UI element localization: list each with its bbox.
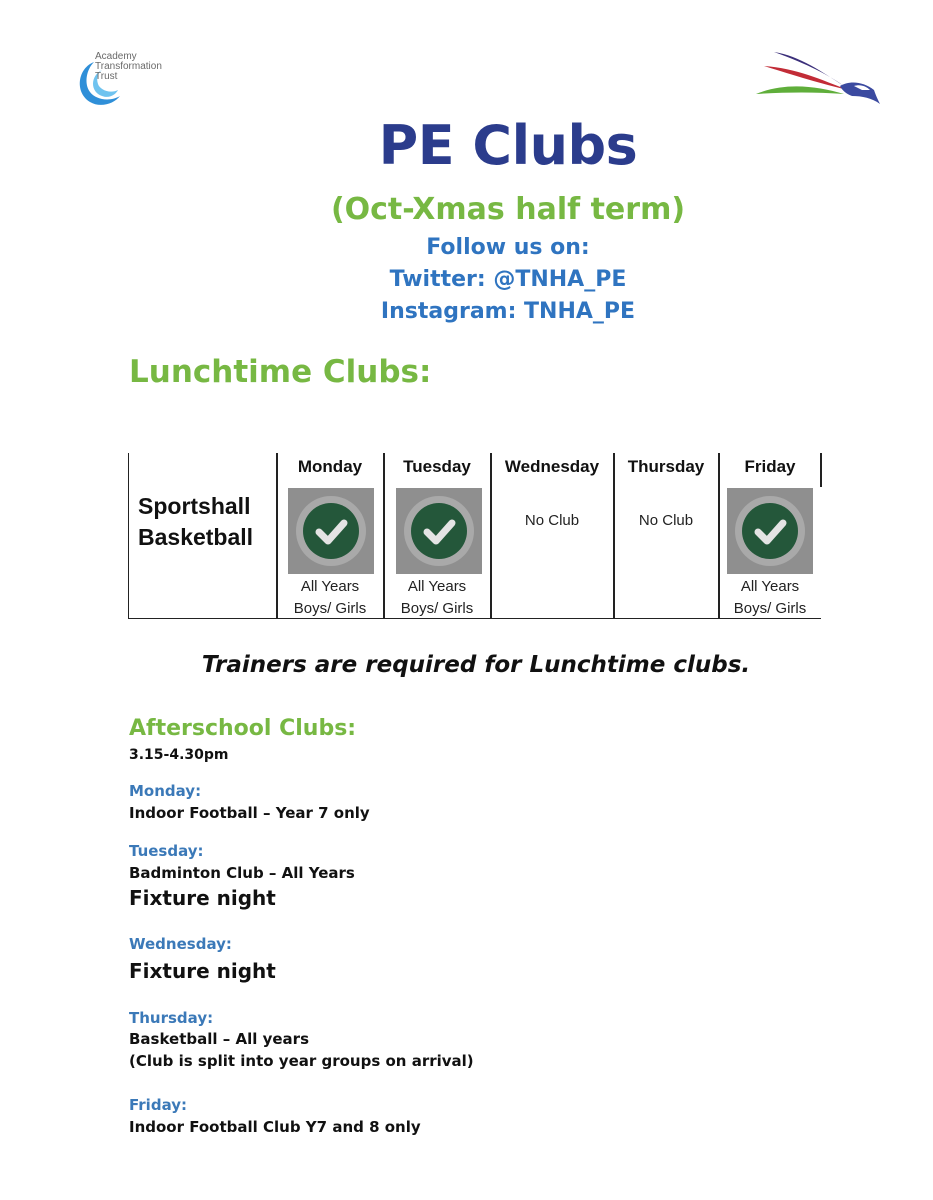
bird-logo xyxy=(752,46,882,116)
afterschool-time: 3.15-4.30pm xyxy=(129,747,229,763)
afterschool-heading: Afterschool Clubs: xyxy=(129,716,357,741)
table-divider xyxy=(490,453,492,619)
lunchtime-table xyxy=(128,453,821,619)
instagram-handle: Instagram: TNHA_PE xyxy=(380,299,636,324)
checkmark-icon xyxy=(288,488,374,574)
monday-activity: Indoor Football – Year 7 only xyxy=(129,804,370,822)
academy-transformation-trust-logo xyxy=(72,52,192,112)
checkmark-icon xyxy=(727,488,813,574)
day-monday: Monday: xyxy=(129,782,202,800)
trainers-note: Trainers are required for Lunchtime clubs. xyxy=(201,652,751,678)
day-friday: Friday: xyxy=(129,1096,188,1114)
header-friday: Friday xyxy=(744,457,796,476)
header-wednesday: Wednesday xyxy=(504,457,600,476)
checkmark-icon xyxy=(396,488,482,574)
bird-icon xyxy=(752,46,882,116)
wednesday-fixture: Fixture night xyxy=(129,959,276,983)
friday-activity: Indoor Football Club Y7 and 8 only xyxy=(129,1118,421,1136)
lunchtime-heading: Lunchtime Clubs: xyxy=(129,354,432,390)
day-tuesday: Tuesday: xyxy=(129,842,204,860)
cell-tuesday-years: All Years Boys/ Girls xyxy=(400,578,474,617)
table-divider xyxy=(613,453,615,619)
cell-friday-years: All Years Boys/ Girls xyxy=(733,578,807,617)
header-monday: Monday xyxy=(297,457,363,476)
tuesday-activity: Badminton Club – All Years xyxy=(129,864,355,882)
header-thursday: Thursday xyxy=(627,457,705,476)
logo-wordmark: Academy Transformation Trust xyxy=(95,51,162,82)
cell-wednesday-noclub: No Club xyxy=(524,512,580,529)
cell-thursday-noclub: No Club xyxy=(638,512,694,529)
thursday-note: (Club is split into year groups on arrival) xyxy=(129,1052,474,1070)
cell-monday-years: All Years Boys/ Girls xyxy=(293,578,367,617)
term-subtitle: (Oct-Xmas half term) xyxy=(330,192,686,227)
page-title: PE Clubs xyxy=(378,114,638,177)
tuesday-fixture: Fixture night xyxy=(129,886,276,910)
day-wednesday: Wednesday: xyxy=(129,935,232,953)
day-thursday: Thursday: xyxy=(129,1009,214,1027)
twitter-handle: Twitter: @TNHA_PE xyxy=(389,267,627,292)
follow-heading: Follow us on: xyxy=(426,235,590,260)
thursday-activity: Basketball – All years xyxy=(129,1030,309,1048)
club-name: Sportshall Basketball xyxy=(138,493,254,550)
header-tuesday: Tuesday xyxy=(403,457,471,476)
